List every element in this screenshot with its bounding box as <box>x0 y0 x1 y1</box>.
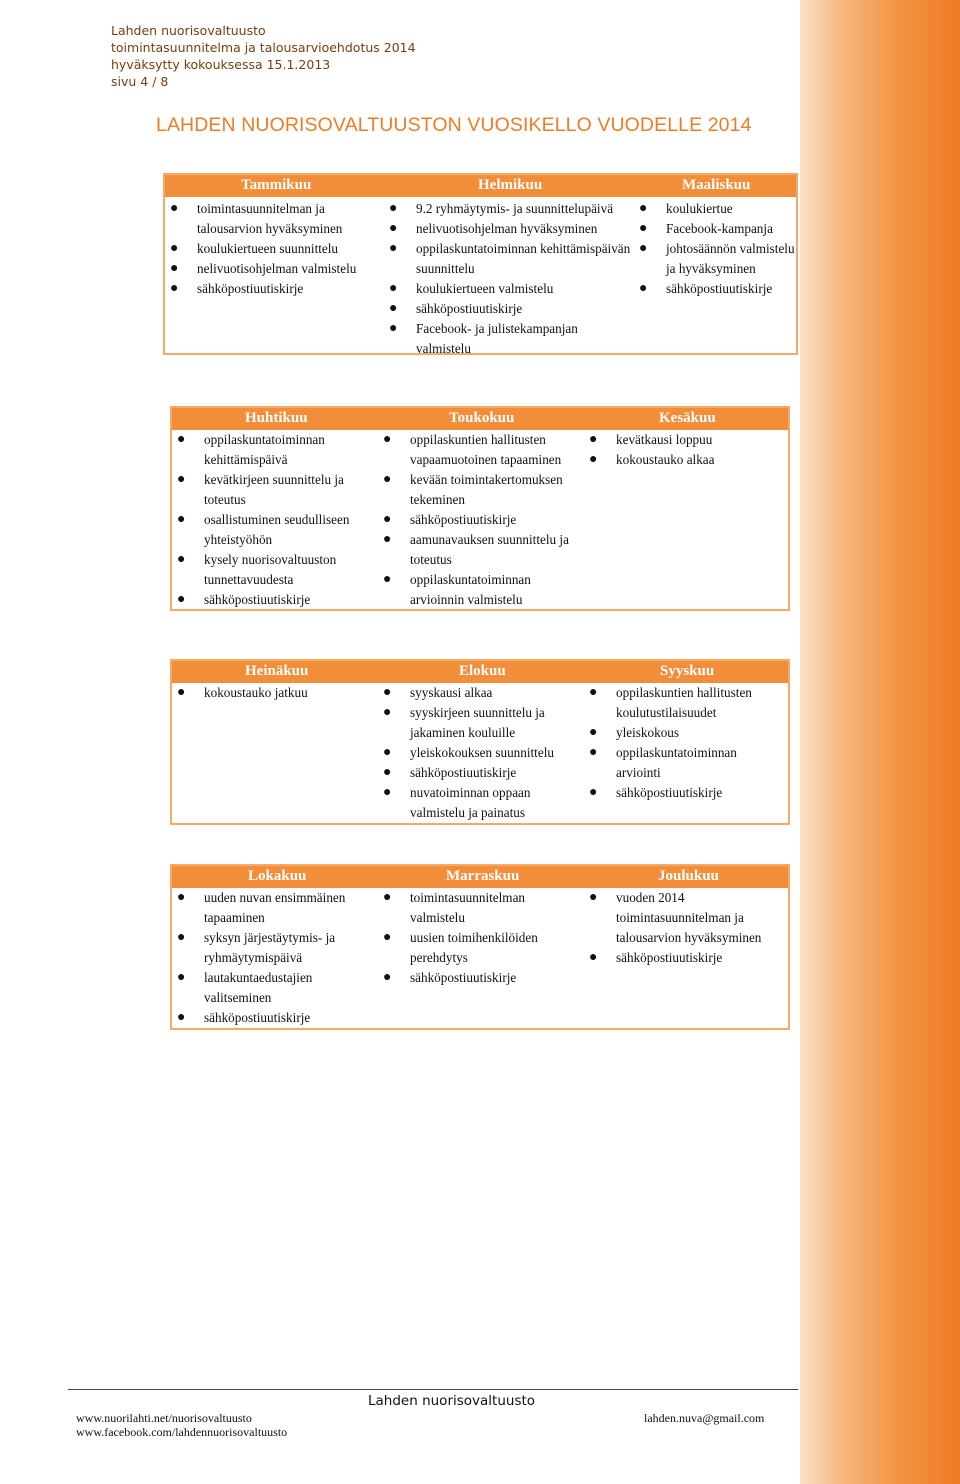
bullet-list-item <box>170 239 385 259</box>
bullet-item-text: vuoden 2014 <box>616 890 685 905</box>
footer-divider <box>68 1389 798 1390</box>
orange-side-band <box>800 0 960 1484</box>
bullet-icon: ● <box>589 432 598 447</box>
bullet-item-text: suunnittelu <box>416 261 475 276</box>
month-label: Maaliskuu <box>682 177 751 193</box>
bullet-item-text: sähköpostiuutiskirje <box>197 281 304 296</box>
month-column <box>589 888 789 968</box>
quarter-header-2 <box>172 408 788 430</box>
bullet-list-item <box>383 510 583 530</box>
bullet-icon: ● <box>639 241 648 256</box>
bullet-list-item <box>589 888 789 948</box>
bullet-icon: ● <box>589 745 598 760</box>
month-label: Huhtikuu <box>245 410 308 426</box>
bullet-item-text: tekeminen <box>410 492 465 507</box>
bullet-item-text: johtosäännön valmistelu <box>666 241 795 256</box>
bullet-list-item <box>383 763 583 783</box>
month-label: Toukokuu <box>449 410 515 426</box>
bullet-list-item <box>639 219 799 239</box>
bullet-item-text: 9.2 ryhmäytymis- ja suunnittelupäivä <box>416 201 614 216</box>
bullet-list-item <box>177 683 377 703</box>
bullet-item-text: talousarvion hyväksyminen <box>197 221 343 236</box>
month-label: Joulukuu <box>658 868 719 884</box>
quarter-header-4 <box>172 866 788 888</box>
bullet-item-text: oppilaskuntatoiminnan <box>410 572 531 587</box>
month-label: Kesäkuu <box>659 410 716 426</box>
bullet-item-text: perehdytys <box>410 950 468 965</box>
month-column <box>177 683 377 703</box>
bullet-list-item <box>170 259 385 279</box>
bullet-icon: ● <box>639 221 648 236</box>
bullet-item-text: arviointi <box>616 765 661 780</box>
bullet-icon: ● <box>383 572 392 587</box>
month-label: Lokakuu <box>248 868 307 884</box>
bullet-icon: ● <box>589 452 598 467</box>
bullet-icon: ● <box>389 281 398 296</box>
bullet-list-item <box>639 239 799 279</box>
bullet-item-text: sähköpostiuutiskirje <box>410 765 517 780</box>
bullet-list-item <box>639 199 799 219</box>
bullet-item-text: valitseminen <box>204 990 272 1005</box>
bullet-icon: ● <box>177 685 186 700</box>
header-approval: hyväksytty kokouksessa 15.1.2013 <box>111 57 331 72</box>
bullet-item-text: kevätkirjeen suunnittelu ja <box>204 472 344 487</box>
bullet-list-item <box>589 683 789 723</box>
bullet-item-text: sähköpostiuutiskirje <box>416 301 523 316</box>
bullet-item-text: sähköpostiuutiskirje <box>410 512 517 527</box>
bullet-list-item <box>589 948 789 968</box>
bullet-item-text: kevätkausi loppuu <box>616 432 713 447</box>
quarter-table-2 <box>170 406 790 611</box>
bullet-item-text: toteutus <box>204 492 246 507</box>
quarter-table-3 <box>170 659 790 825</box>
bullet-item-text: toteutus <box>410 552 452 567</box>
bullet-icon: ● <box>589 685 598 700</box>
bullet-item-text: oppilaskuntatoiminnan <box>616 745 737 760</box>
bullet-list-item <box>383 430 583 470</box>
header-organization: Lahden nuorisovaltuusto <box>111 23 266 38</box>
month-column <box>170 199 385 299</box>
bullet-item-text: sähköpostiuutiskirje <box>204 592 311 607</box>
bullet-list-item <box>389 199 634 219</box>
month-column <box>383 430 583 610</box>
bullet-list-item <box>389 319 634 359</box>
bullet-icon: ● <box>177 432 186 447</box>
bullet-icon: ● <box>639 201 648 216</box>
month-column <box>639 199 799 299</box>
month-column <box>177 430 377 610</box>
month-label: Marraskuu <box>446 868 520 884</box>
bullet-list-item <box>389 299 634 319</box>
bullet-icon: ● <box>383 685 392 700</box>
bullet-item-text: koulutustilaisuudet <box>616 705 717 720</box>
bullet-icon: ● <box>389 301 398 316</box>
document-header <box>111 22 416 90</box>
bullet-list-item <box>389 219 634 239</box>
bullet-list-item <box>170 199 385 239</box>
bullet-item-text: nuvatoiminnan oppaan <box>410 785 531 800</box>
bullet-item-text: lautakuntaedustajien <box>204 970 313 985</box>
bullet-icon: ● <box>383 532 392 547</box>
footer-facebook-link[interactable]: www.facebook.com/lahdennuorisovaltuusto <box>76 1425 288 1439</box>
bullet-item-text: yleiskokous <box>616 725 680 740</box>
bullet-item-text: valmistelu <box>410 910 465 925</box>
month-label: Heinäkuu <box>245 663 309 679</box>
bullet-item-text: sähköpostiuutiskirje <box>666 281 773 296</box>
bullet-list-item <box>383 888 583 928</box>
bullet-list-item <box>589 723 789 743</box>
bullet-item-text: jakaminen kouluille <box>410 725 516 740</box>
bullet-list-item <box>383 743 583 763</box>
bullet-icon: ● <box>383 930 392 945</box>
bullet-item-text: koulukiertueen valmistelu <box>416 281 554 296</box>
footer-organization: Lahden nuorisovaltuusto <box>368 1393 536 1409</box>
month-label: Helmikuu <box>478 177 543 193</box>
bullet-list-item <box>177 1008 377 1028</box>
bullet-list-item <box>383 968 583 988</box>
bullet-item-text: tunnettavuudesta <box>204 572 294 587</box>
bullet-list-item <box>177 888 377 928</box>
bullet-icon: ● <box>177 970 186 985</box>
bullet-item-text: uuden nuvan ensimmäinen <box>204 890 346 905</box>
month-column <box>589 430 789 470</box>
bullet-item-text: uusien toimihenkilöiden <box>410 930 538 945</box>
bullet-item-text: toimintasuunnitelman <box>410 890 526 905</box>
bullet-list-item <box>383 530 583 570</box>
bullet-item-text: nelivuotisohjelman valmistelu <box>197 261 357 276</box>
month-label: Tammikuu <box>241 177 312 193</box>
bullet-item-text: kevään toimintakertomuksen <box>410 472 563 487</box>
month-label: Syyskuu <box>660 663 715 679</box>
bullet-item-text: sähköpostiuutiskirje <box>204 1010 311 1025</box>
bullet-list-item <box>177 430 377 470</box>
bullet-item-text: oppilaskuntien hallitusten <box>616 685 752 700</box>
bullet-icon: ● <box>383 970 392 985</box>
bullet-item-text: oppilaskuntien hallitusten <box>410 432 546 447</box>
bullet-list-item <box>589 783 789 803</box>
bullet-icon: ● <box>589 785 598 800</box>
bullet-item-text: sähköpostiuutiskirje <box>410 970 517 985</box>
bullet-list-item <box>177 928 377 968</box>
bullet-item-text: nelivuotisohjelman hyväksyminen <box>416 221 598 236</box>
bullet-item-text: sähköpostiuutiskirje <box>616 785 723 800</box>
bullet-list-item <box>589 743 789 783</box>
bullet-item-text: yhteistyöhön <box>204 532 273 547</box>
bullet-icon: ● <box>383 512 392 527</box>
bullet-icon: ● <box>383 472 392 487</box>
bullet-icon: ● <box>170 201 179 216</box>
bullet-icon: ● <box>177 890 186 905</box>
bullet-item-text: kysely nuorisovaltuuston <box>204 552 337 567</box>
bullet-item-text: sähköpostiuutiskirje <box>616 950 723 965</box>
bullet-item-text: osallistuminen seudulliseen <box>204 512 350 527</box>
month-column <box>177 888 377 1028</box>
bullet-item-text: vapaamuotoinen tapaaminen <box>410 452 562 467</box>
bullet-list-item <box>177 470 377 510</box>
bullet-list-item <box>383 783 583 823</box>
bullet-list-item <box>589 430 789 450</box>
bullet-item-text: Facebook-kampanja <box>666 221 773 236</box>
bullet-icon: ● <box>389 241 398 256</box>
month-column <box>383 683 583 823</box>
bullet-list-item <box>177 968 377 1008</box>
bullet-item-text: toimintasuunnitelman ja <box>197 201 325 216</box>
bullet-icon: ● <box>589 725 598 740</box>
bullet-icon: ● <box>383 765 392 780</box>
month-column <box>389 199 634 359</box>
month-column <box>383 888 583 988</box>
bullet-icon: ● <box>589 950 598 965</box>
footer-website-link[interactable]: www.nuorilahti.net/nuorisovaltuusto <box>76 1411 252 1425</box>
quarter-table-1 <box>163 173 798 355</box>
bullet-icon: ● <box>170 261 179 276</box>
bullet-icon: ● <box>177 472 186 487</box>
bullet-item-text: ryhmäytymispäivä <box>204 950 303 965</box>
bullet-icon: ● <box>389 321 398 336</box>
bullet-icon: ● <box>383 890 392 905</box>
bullet-icon: ● <box>177 1010 186 1025</box>
bullet-item-text: valmistelu <box>416 341 471 356</box>
bullet-item-text: kokoustauko alkaa <box>616 452 715 467</box>
bullet-list-item <box>177 590 377 610</box>
bullet-icon: ● <box>177 592 186 607</box>
bullet-list-item <box>383 570 583 610</box>
month-label: Elokuu <box>459 663 506 679</box>
bullet-icon: ● <box>389 221 398 236</box>
bullet-icon: ● <box>383 745 392 760</box>
bullet-item-text: Facebook- ja julistekampanjan <box>416 321 578 336</box>
bullet-list-item <box>383 928 583 968</box>
bullet-list-item <box>383 703 583 743</box>
bullet-item-text: toimintasuunnitelman ja <box>616 910 744 925</box>
bullet-list-item <box>589 450 789 470</box>
quarter-table-4 <box>170 864 790 1030</box>
bullet-list-item <box>383 470 583 510</box>
bullet-icon: ● <box>170 241 179 256</box>
bullet-icon: ● <box>383 432 392 447</box>
bullet-icon: ● <box>177 512 186 527</box>
bullet-icon: ● <box>389 201 398 216</box>
header-page-number: sivu 4 / 8 <box>111 74 169 89</box>
month-column <box>589 683 789 803</box>
bullet-list-item <box>639 279 799 299</box>
bullet-item-text: arvioinnin valmistelu <box>410 592 523 607</box>
bullet-list-item <box>170 279 385 299</box>
bullet-list-item <box>389 279 634 299</box>
bullet-icon: ● <box>589 890 598 905</box>
bullet-item-text: kokoustauko jatkuu <box>204 685 308 700</box>
bullet-item-text: tapaaminen <box>204 910 265 925</box>
bullet-item-text: koulukiertue <box>666 201 733 216</box>
bullet-icon: ● <box>639 281 648 296</box>
bullet-item-text: syyskirjeen suunnittelu ja <box>410 705 545 720</box>
footer-email-link[interactable]: lahden.nuva@gmail.com <box>644 1411 765 1425</box>
bullet-item-text: syksyn järjestäytymis- ja <box>204 930 336 945</box>
bullet-list-item <box>177 550 377 590</box>
bullet-item-text: yleiskokouksen suunnittelu <box>410 745 554 760</box>
bullet-item-text: kehittämispäivä <box>204 452 288 467</box>
bullet-icon: ● <box>383 785 392 800</box>
bullet-item-text: ja hyväksyminen <box>666 261 756 276</box>
bullet-icon: ● <box>177 930 186 945</box>
quarter-header-1 <box>165 175 796 197</box>
bullet-icon: ● <box>177 552 186 567</box>
page-title: LAHDEN NUORISOVALTUUSTON VUOSIKELLO VUODELLE 2014 <box>156 114 752 136</box>
bullet-list-item <box>389 239 634 279</box>
bullet-item-text: koulukiertueen suunnittelu <box>197 241 339 256</box>
bullet-list-item <box>383 683 583 703</box>
bullet-icon: ● <box>170 281 179 296</box>
header-document-name: toimintasuunnitelma ja talousarvioehdotus 2014 <box>111 40 416 55</box>
bullet-item-text: valmistelu ja painatus <box>410 805 525 820</box>
bullet-item-text: oppilaskuntatoiminnan kehittämispäivän <box>416 241 631 256</box>
bullet-item-text: syyskausi alkaa <box>410 685 493 700</box>
quarter-header-3 <box>172 661 788 683</box>
bullet-list-item <box>177 510 377 550</box>
bullet-item-text: talousarvion hyväksyminen <box>616 930 762 945</box>
bullet-icon: ● <box>383 705 392 720</box>
bullet-item-text: aamunavauksen suunnittelu ja <box>410 532 569 547</box>
bullet-item-text: oppilaskuntatoiminnan <box>204 432 325 447</box>
